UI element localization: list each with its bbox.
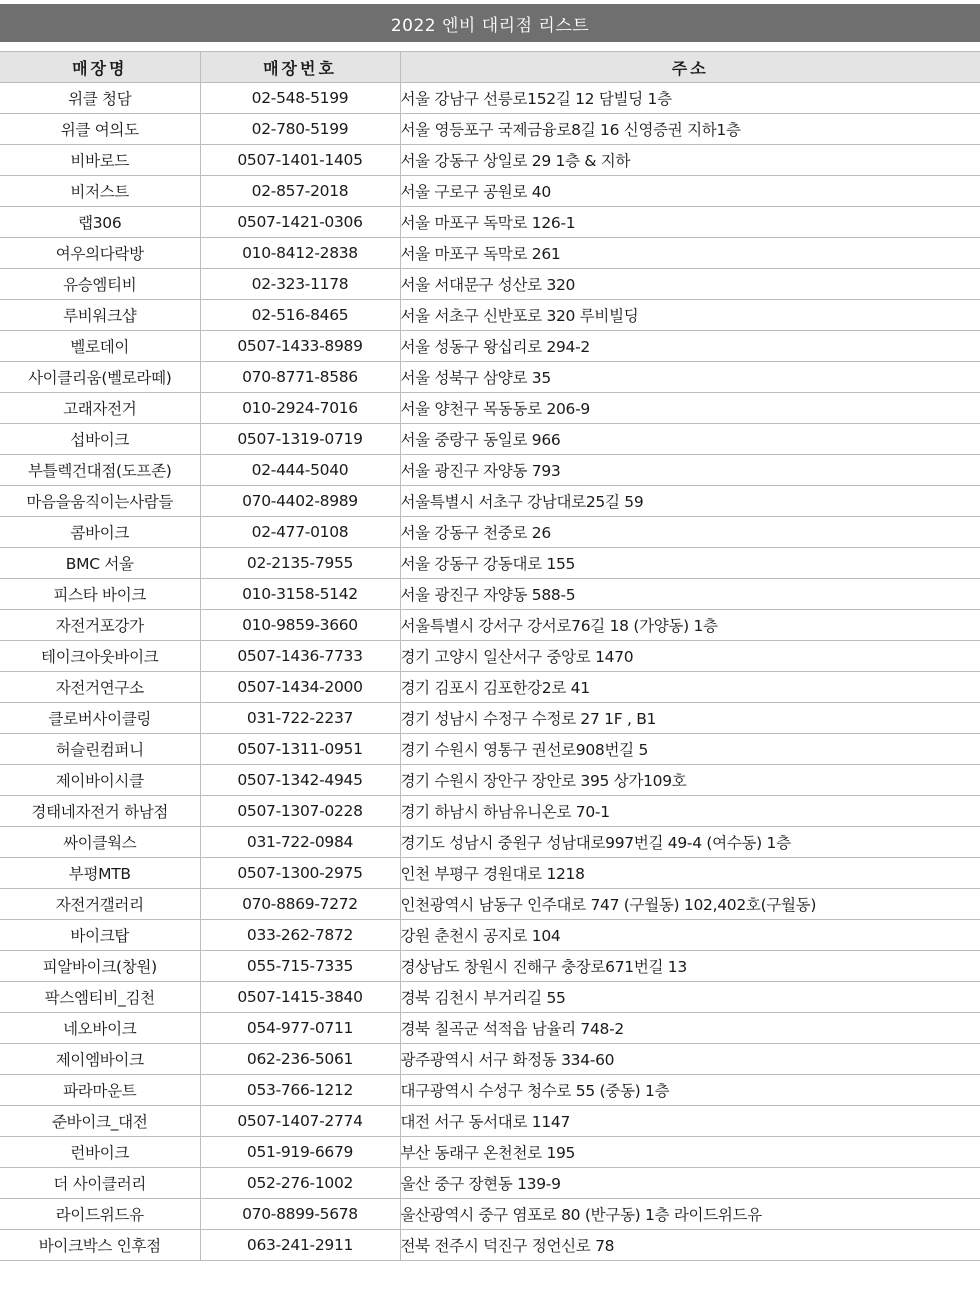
store-name-cell: 라이드위드유 bbox=[0, 1199, 200, 1230]
address-cell: 경기도 성남시 중원구 성남대로997번길 49-4 (여수동) 1층 bbox=[400, 827, 980, 858]
phone-cell: 062-236-5061 bbox=[200, 1044, 400, 1075]
address-cell: 부산 동래구 온천천로 195 bbox=[400, 1137, 980, 1168]
table-row bbox=[0, 579, 980, 610]
address-cell: 서울 서초구 신반포로 320 루비빌딩 bbox=[400, 300, 980, 331]
table-row bbox=[0, 610, 980, 641]
address-cell: 서울 광진구 자양동 793 bbox=[400, 455, 980, 486]
phone-cell: 054-977-0711 bbox=[200, 1013, 400, 1044]
table-row bbox=[0, 517, 980, 548]
table-row bbox=[0, 703, 980, 734]
page-title: 2022 엔비 대리점 리스트 bbox=[0, 4, 980, 42]
store-name-cell: 싸이클웍스 bbox=[0, 827, 200, 858]
address-cell: 경북 칠곡군 석적읍 남율리 748-2 bbox=[400, 1013, 980, 1044]
column-header-address: 주소 bbox=[400, 52, 980, 83]
table-row bbox=[0, 486, 980, 517]
table-row bbox=[0, 1044, 980, 1075]
table-header-row bbox=[0, 52, 980, 83]
table-row bbox=[0, 920, 980, 951]
table-row bbox=[0, 672, 980, 703]
store-name-cell: 유승엠티비 bbox=[0, 269, 200, 300]
address-cell: 대구광역시 수성구 청수로 55 (중동) 1층 bbox=[400, 1075, 980, 1106]
phone-cell: 033-262-7872 bbox=[200, 920, 400, 951]
store-name-cell: 자전거갤러리 bbox=[0, 889, 200, 920]
store-name-cell: 제이엠바이크 bbox=[0, 1044, 200, 1075]
table-row bbox=[0, 982, 980, 1013]
store-name-cell: 팍스엠티비_김천 bbox=[0, 982, 200, 1013]
store-name-cell: 랩306 bbox=[0, 207, 200, 238]
phone-cell: 010-8412-2838 bbox=[200, 238, 400, 269]
phone-cell: 010-2924-7016 bbox=[200, 393, 400, 424]
store-name-cell: 고래자전거 bbox=[0, 393, 200, 424]
store-name-cell: 준바이크_대전 bbox=[0, 1106, 200, 1137]
address-cell: 서울 성북구 삼양로 35 bbox=[400, 362, 980, 393]
address-cell: 서울특별시 강서구 강서로76길 18 (가양동) 1층 bbox=[400, 610, 980, 641]
phone-cell: 070-8869-7272 bbox=[200, 889, 400, 920]
address-cell: 경기 김포시 김포한강2로 41 bbox=[400, 672, 980, 703]
phone-cell: 0507-1407-2774 bbox=[200, 1106, 400, 1137]
store-name-cell: 경태네자전거 하남점 bbox=[0, 796, 200, 827]
table-row bbox=[0, 1199, 980, 1230]
address-cell: 서울 마포구 독막로 261 bbox=[400, 238, 980, 269]
store-name-cell: 자전거포강가 bbox=[0, 610, 200, 641]
store-name-cell: 피스타 바이크 bbox=[0, 579, 200, 610]
phone-cell: 0507-1421-0306 bbox=[200, 207, 400, 238]
phone-cell: 031-722-2237 bbox=[200, 703, 400, 734]
phone-cell: 0507-1307-0228 bbox=[200, 796, 400, 827]
phone-cell: 031-722-0984 bbox=[200, 827, 400, 858]
phone-cell: 063-241-2911 bbox=[200, 1230, 400, 1261]
store-name-cell: 더 사이클러리 bbox=[0, 1168, 200, 1199]
phone-cell: 051-919-6679 bbox=[200, 1137, 400, 1168]
address-cell: 울산광역시 중구 염포로 80 (반구동) 1층 라이드위드유 bbox=[400, 1199, 980, 1230]
phone-cell: 0507-1434-2000 bbox=[200, 672, 400, 703]
address-cell: 경기 성남시 수정구 수정로 27 1F , B1 bbox=[400, 703, 980, 734]
address-cell: 서울 광진구 자양동 588-5 bbox=[400, 579, 980, 610]
phone-cell: 070-8899-5678 bbox=[200, 1199, 400, 1230]
table-row bbox=[0, 548, 980, 579]
address-cell: 서울 강동구 천중로 26 bbox=[400, 517, 980, 548]
address-cell: 서울 강남구 선릉로152길 12 담빌딩 1층 bbox=[400, 83, 980, 114]
store-name-cell: 루비워크샵 bbox=[0, 300, 200, 331]
address-cell: 서울 서대문구 성산로 320 bbox=[400, 269, 980, 300]
store-name-cell: 여우의다락방 bbox=[0, 238, 200, 269]
table-row bbox=[0, 424, 980, 455]
phone-cell: 070-4402-8989 bbox=[200, 486, 400, 517]
table-row bbox=[0, 796, 980, 827]
store-name-cell: 자전거연구소 bbox=[0, 672, 200, 703]
phone-cell: 0507-1311-0951 bbox=[200, 734, 400, 765]
table-row bbox=[0, 176, 980, 207]
phone-cell: 02-516-8465 bbox=[200, 300, 400, 331]
phone-cell: 0507-1415-3840 bbox=[200, 982, 400, 1013]
table-row bbox=[0, 765, 980, 796]
table-row bbox=[0, 331, 980, 362]
phone-cell: 0507-1401-1405 bbox=[200, 145, 400, 176]
phone-cell: 02-857-2018 bbox=[200, 176, 400, 207]
phone-cell: 010-3158-5142 bbox=[200, 579, 400, 610]
table-row bbox=[0, 889, 980, 920]
phone-cell: 055-715-7335 bbox=[200, 951, 400, 982]
phone-cell: 02-2135-7955 bbox=[200, 548, 400, 579]
table-row bbox=[0, 207, 980, 238]
address-cell: 서울 강동구 상일로 29 1층 & 지하 bbox=[400, 145, 980, 176]
store-name-cell: 콤바이크 bbox=[0, 517, 200, 548]
table-row bbox=[0, 83, 980, 114]
phone-cell: 0507-1433-8989 bbox=[200, 331, 400, 362]
address-cell: 광주광역시 서구 화정동 334-60 bbox=[400, 1044, 980, 1075]
address-cell: 강원 춘천시 공지로 104 bbox=[400, 920, 980, 951]
table-row bbox=[0, 1137, 980, 1168]
store-name-cell: 런바이크 bbox=[0, 1137, 200, 1168]
table-row bbox=[0, 269, 980, 300]
address-cell: 서울 양천구 목동동로 206-9 bbox=[400, 393, 980, 424]
table-row bbox=[0, 362, 980, 393]
phone-cell: 053-766-1212 bbox=[200, 1075, 400, 1106]
address-cell: 서울 강동구 강동대로 155 bbox=[400, 548, 980, 579]
store-name-cell: 바이크박스 인후점 bbox=[0, 1230, 200, 1261]
table-row bbox=[0, 1168, 980, 1199]
address-cell: 서울특별시 서초구 강남대로25길 59 bbox=[400, 486, 980, 517]
phone-cell: 010-9859-3660 bbox=[200, 610, 400, 641]
store-name-cell: 클로버사이클링 bbox=[0, 703, 200, 734]
address-cell: 경상남도 창원시 진해구 충장로671번길 13 bbox=[400, 951, 980, 982]
store-name-cell: BMC 서울 bbox=[0, 548, 200, 579]
address-cell: 인천광역시 남동구 인주대로 747 (구월동) 102,402호(구월동) bbox=[400, 889, 980, 920]
store-name-cell: 사이클리움(벨로라떼) bbox=[0, 362, 200, 393]
store-name-cell: 허슬린컴퍼니 bbox=[0, 734, 200, 765]
phone-cell: 02-323-1178 bbox=[200, 269, 400, 300]
store-name-cell: 테이크아웃바이크 bbox=[0, 641, 200, 672]
phone-cell: 02-444-5040 bbox=[200, 455, 400, 486]
phone-cell: 052-276-1002 bbox=[200, 1168, 400, 1199]
address-cell: 울산 중구 장현동 139-9 bbox=[400, 1168, 980, 1199]
address-cell: 경기 고양시 일산서구 중앙로 1470 bbox=[400, 641, 980, 672]
table-row bbox=[0, 1230, 980, 1261]
store-name-cell: 네오바이크 bbox=[0, 1013, 200, 1044]
phone-cell: 02-780-5199 bbox=[200, 114, 400, 145]
address-cell: 경기 하남시 하남유니온로 70-1 bbox=[400, 796, 980, 827]
table-row bbox=[0, 641, 980, 672]
address-cell: 서울 성동구 왕십리로 294-2 bbox=[400, 331, 980, 362]
table-row bbox=[0, 393, 980, 424]
phone-cell: 0507-1342-4945 bbox=[200, 765, 400, 796]
address-cell: 대전 서구 동서대로 1147 bbox=[400, 1106, 980, 1137]
store-name-cell: 부틀렉건대점(도프존) bbox=[0, 455, 200, 486]
address-cell: 경기 수원시 장안구 장안로 395 상가109호 bbox=[400, 765, 980, 796]
table-row bbox=[0, 455, 980, 486]
table-row bbox=[0, 145, 980, 176]
store-name-cell: 비바로드 bbox=[0, 145, 200, 176]
store-name-cell: 바이크탑 bbox=[0, 920, 200, 951]
table-row bbox=[0, 114, 980, 145]
store-name-cell: 피알바이크(창원) bbox=[0, 951, 200, 982]
address-cell: 서울 영등포구 국제금융로8길 16 신영증권 지하1층 bbox=[400, 114, 980, 145]
table-body bbox=[0, 83, 980, 1261]
phone-cell: 0507-1319-0719 bbox=[200, 424, 400, 455]
table-row bbox=[0, 827, 980, 858]
table-row bbox=[0, 300, 980, 331]
store-name-cell: 마음을움직이는사람들 bbox=[0, 486, 200, 517]
store-name-cell: 비저스트 bbox=[0, 176, 200, 207]
phone-cell: 02-548-5199 bbox=[200, 83, 400, 114]
table-row bbox=[0, 1106, 980, 1137]
phone-cell: 0507-1300-2975 bbox=[200, 858, 400, 889]
store-name-cell: 섭바이크 bbox=[0, 424, 200, 455]
table-row bbox=[0, 858, 980, 889]
address-cell: 경기 수원시 영통구 권선로908번길 5 bbox=[400, 734, 980, 765]
address-cell: 전북 전주시 덕진구 정언신로 78 bbox=[400, 1230, 980, 1261]
phone-cell: 070-8771-8586 bbox=[200, 362, 400, 393]
store-name-cell: 파라마운트 bbox=[0, 1075, 200, 1106]
store-name-cell: 제이바이시클 bbox=[0, 765, 200, 796]
address-cell: 서울 구로구 공원로 40 bbox=[400, 176, 980, 207]
address-cell: 인천 부평구 경원대로 1218 bbox=[400, 858, 980, 889]
address-cell: 서울 중랑구 동일로 966 bbox=[400, 424, 980, 455]
dealer-table bbox=[0, 51, 980, 1261]
table-row bbox=[0, 1013, 980, 1044]
table-row bbox=[0, 951, 980, 982]
store-name-cell: 위클 여의도 bbox=[0, 114, 200, 145]
table-row bbox=[0, 1075, 980, 1106]
column-header-store-name: 매장명 bbox=[0, 52, 200, 83]
address-cell: 서울 마포구 독막로 126-1 bbox=[400, 207, 980, 238]
table-row bbox=[0, 238, 980, 269]
phone-cell: 02-477-0108 bbox=[200, 517, 400, 548]
table-row bbox=[0, 734, 980, 765]
store-name-cell: 벨로데이 bbox=[0, 331, 200, 362]
column-header-phone: 매장번호 bbox=[200, 52, 400, 83]
store-name-cell: 위클 청담 bbox=[0, 83, 200, 114]
address-cell: 경북 김천시 부거리길 55 bbox=[400, 982, 980, 1013]
phone-cell: 0507-1436-7733 bbox=[200, 641, 400, 672]
store-name-cell: 부평MTB bbox=[0, 858, 200, 889]
